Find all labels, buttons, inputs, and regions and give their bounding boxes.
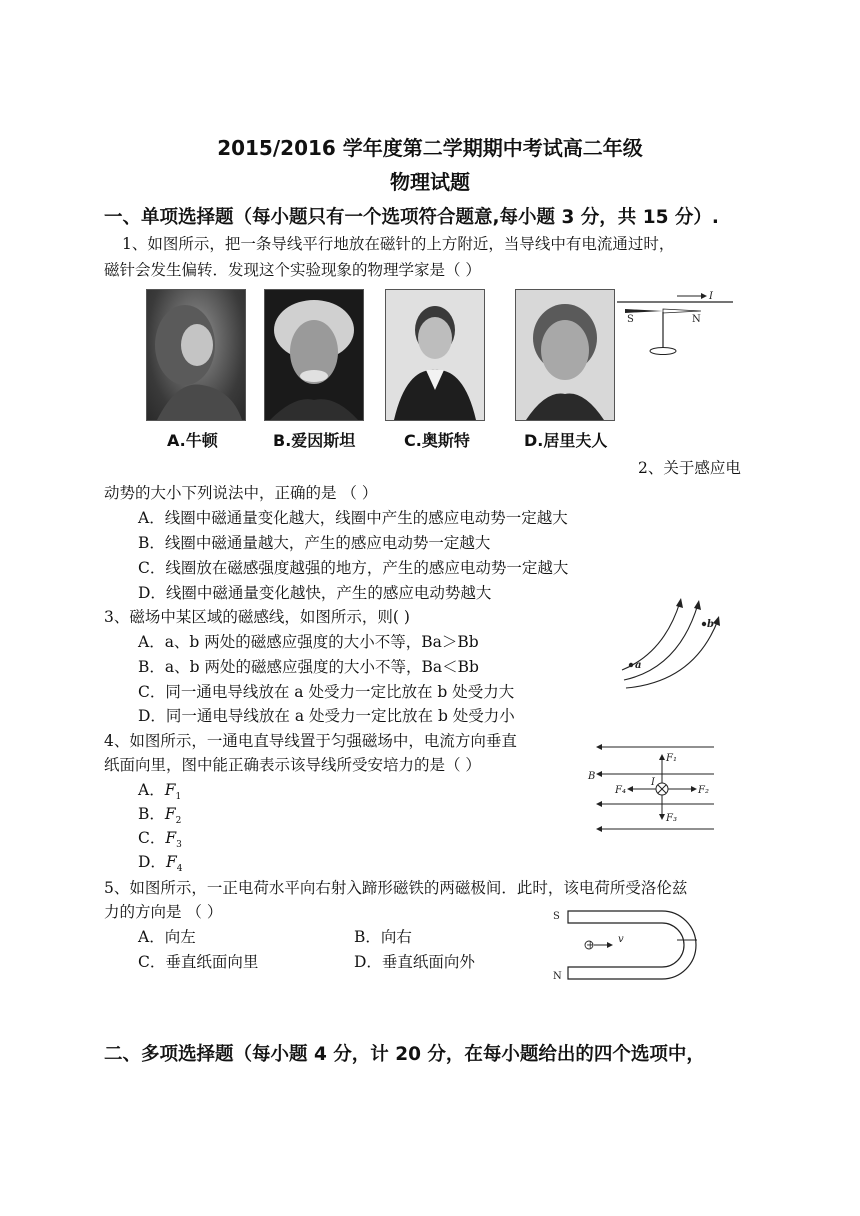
wire-i-label: I [651, 777, 655, 788]
velocity-v-label: v [618, 934, 624, 945]
caption-einstein: B.爱因斯坦 [273, 431, 356, 450]
q4-option-c [138, 826, 182, 850]
caption-oersted: C.奥斯特 [404, 431, 470, 450]
q2-option-d: D．线圈中磁通量变化越快，产生的感应电动势越大 [138, 584, 492, 602]
compass-n-label: N [692, 314, 701, 325]
q4-option-d [138, 850, 182, 874]
q3-option-d: D．同一通电导线放在 a 处受力一定比放在 b 处受力小 [138, 707, 515, 725]
q2-option-b: B．线圈中磁通量越大，产生的感应电动势一定越大 [138, 534, 491, 552]
compass-s-label: S [627, 314, 634, 325]
q4-option-a-label: F [164, 781, 176, 799]
q5-option-c: C．垂直纸面向里 [138, 953, 259, 971]
q4-option-d-prefix: D． [138, 853, 166, 871]
force-f3-label: F₃ [666, 813, 677, 824]
q3-option-a: A．a、b 两处的磁感应强度的大小不等，Ba＞Bb [138, 633, 479, 651]
q3-option-b: B．a、b 两处的磁感应强度的大小不等，Ba＜Bb [138, 658, 479, 676]
q2-option-c: C．线圈放在磁感强度越强的地方，产生的感应电动势一定越大 [138, 559, 569, 577]
q4-option-d-sub: 4 [176, 864, 183, 875]
charge-plus-label: + [586, 940, 595, 951]
einstein-portrait [264, 289, 364, 421]
magnet-n-label: N [553, 971, 562, 982]
q4-line1: 4、如图所示，一通电直导线置于匀强磁场中，电流方向垂直 [104, 732, 517, 750]
current-label: I [709, 291, 713, 302]
q4-option-a-prefix: A． [138, 781, 165, 799]
caption-newton: A.牛顿 [167, 431, 218, 450]
q4-option-c-prefix: C． [138, 829, 166, 847]
ampere-force-figure [588, 743, 718, 835]
curie-portrait [515, 289, 615, 421]
section2-heading: 二、多项选择题（每小题 4 分，计 20 分，在每小题给出的四个选项中， [104, 1044, 705, 1065]
q4-option-b-sub: 2 [175, 816, 182, 827]
compass-figure [615, 290, 735, 370]
q4-option-a [138, 778, 181, 802]
q4-option-b-label: F [164, 805, 176, 823]
horseshoe-magnet-figure [552, 905, 712, 985]
q4-line2: 纸面向里，图中能正确表示该导线所受安培力的是（ ） [104, 756, 481, 774]
field-lines-figure [614, 598, 724, 690]
q4-option-d-label: F [165, 853, 177, 871]
q4-option-c-label: F [165, 829, 177, 847]
q1-line1: 1、如图所示，把一条导线平行地放在磁针的上方附近，当导线中有电流通过时， [122, 235, 675, 253]
force-f4-label: F₄ [615, 785, 626, 796]
point-a-label: a [635, 660, 642, 671]
q2-line1: 2、关于感应电 [638, 459, 741, 477]
q4-option-b [138, 802, 181, 826]
q3-stem: 3、磁场中某区域的磁感线，如图所示，则( ) [104, 608, 410, 626]
q2-line2: 动势的大小下列说法中，正确的是 （ ） [104, 484, 378, 502]
subject-title: 物理试题 [390, 170, 470, 194]
force-f2-label: F₂ [698, 785, 709, 796]
section1-heading: 一、单项选择题（每小题只有一个选项符合题意,每小题 3 分，共 15 分）. [104, 207, 719, 228]
q4-option-a-sub: 1 [175, 792, 182, 803]
q4-option-b-prefix: B． [138, 805, 165, 823]
exam-title: 2015/2016 学年度第二学期期中考试高二年级 [217, 136, 643, 160]
q5-line2: 力的方向是 （ ） [104, 903, 223, 921]
q5-option-a: A．向左 [138, 928, 196, 946]
force-f1-label: F₁ [666, 753, 677, 764]
q4-option-c-sub: 3 [176, 840, 182, 851]
q1-line2: 磁针会发生偏转．发现这个实验现象的物理学家是（ ） [104, 261, 481, 279]
newton-portrait [146, 289, 246, 421]
q5-option-b: B．向右 [354, 928, 412, 946]
magnet-s-label: S [553, 911, 560, 922]
field-b-label: B [588, 771, 596, 782]
caption-curie: D.居里夫人 [524, 431, 608, 450]
q5-line1: 5、如图所示，一正电荷水平向右射入蹄形磁铁的两磁极间．此时，该电荷所受洛伦兹 [104, 879, 688, 897]
q3-option-c: C．同一通电导线放在 a 处受力一定比放在 b 处受力大 [138, 683, 515, 701]
point-b-label: b [707, 619, 714, 630]
oersted-portrait [385, 289, 485, 421]
q2-option-a: A．线圈中磁通量变化越大，线圈中产生的感应电动势一定越大 [138, 509, 568, 527]
q5-option-d: D．垂直纸面向外 [354, 953, 475, 971]
